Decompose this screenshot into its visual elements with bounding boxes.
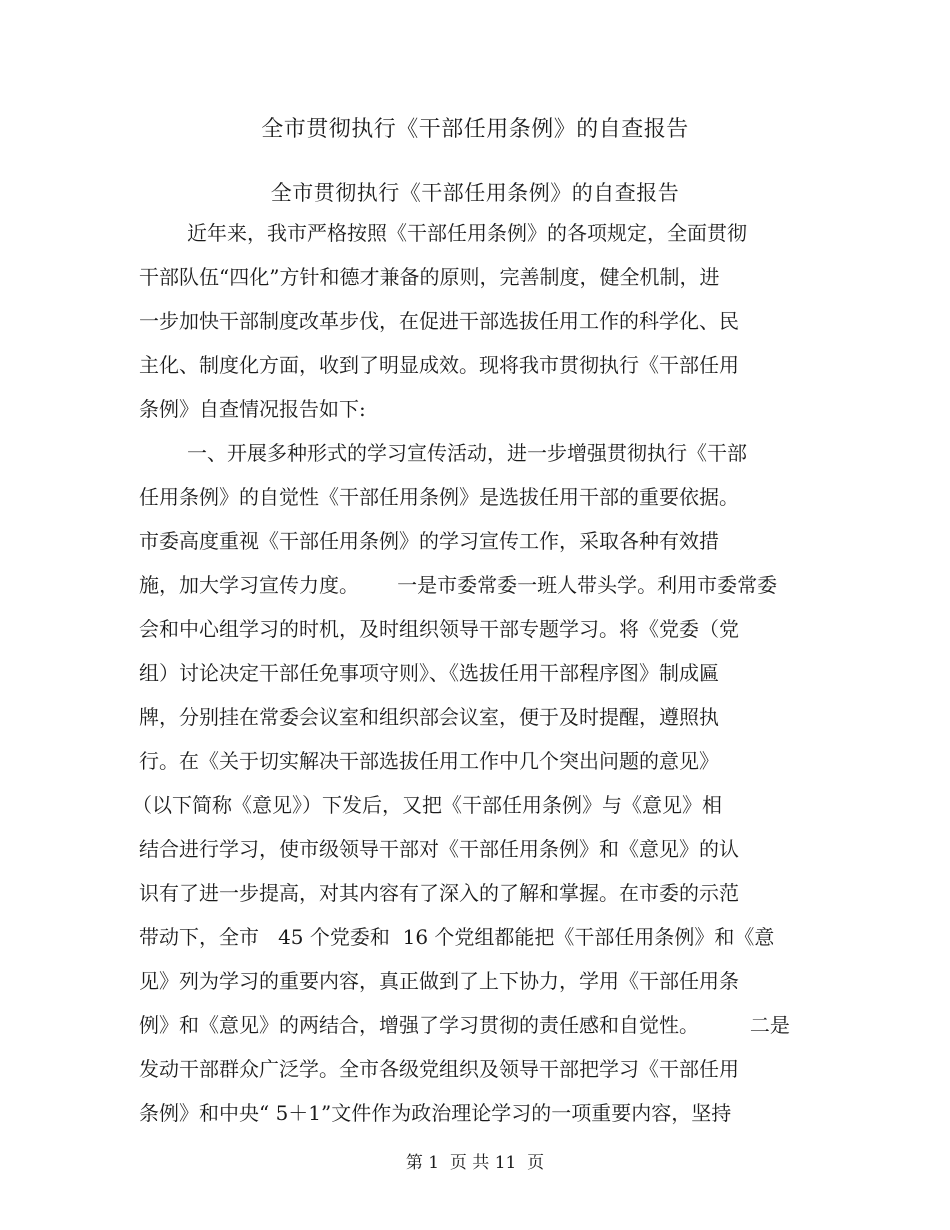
body-line: 干部队伍“四化”方针和德才兼备的原则，完善制度，健全机制，进 — [139, 265, 720, 289]
body-line: 近年来，我市严格按照《干部任用条例》的各项规定，全面贯彻 — [187, 221, 747, 245]
body-line: 施，加大学习宣传力度。 一是市委常委一班人带头学。利用市委常委 — [139, 573, 778, 597]
body-line: 主化、制度化方面，收到了明显成效。现将我市贯彻执行《干部任用 — [139, 353, 739, 377]
body-line: 条例》自查情况报告如下: — [139, 397, 366, 421]
body-line: 条例》和中央“ 5＋1”文件作为政治理论学习的一项重要内容，坚持 — [139, 1101, 732, 1125]
body-line: 会和中心组学习的时机，及时组织领导干部专题学习。将《党委（党 — [139, 617, 739, 641]
body-line: 发动干部群众广泛学。全市各级党组织及领导干部把学习《干部任用 — [139, 1057, 739, 1081]
body-line: 识有了进一步提高，对其内容有了深入的了解和掌握。在市委的示范 — [139, 881, 739, 905]
body-line: （以下简称《意见》）下发后，又把《干部任用条例》与《意见》相 — [132, 793, 722, 817]
body-line: 任用条例》的自觉性《干部任用条例》是选拔任用干部的重要依据。 — [139, 485, 739, 509]
body-line: 带动下，全市 45 个党委和 16 个党组都能把《干部任用条例》和《意 — [139, 925, 775, 949]
body-line: 例》和《意见》的两结合，增强了学习贯彻的责任感和自觉性。 二是 — [139, 1013, 790, 1037]
body-line: 市委高度重视《干部任用条例》的学习宣传工作，采取各种有效措 — [139, 529, 719, 553]
body-line: 行。在《关于切实解决干部选拔任用工作中几个突出问题的意见》 — [139, 749, 719, 773]
body-line: 见》列为学习的重要内容，真正做到了上下协力，学用《干部任用条 — [139, 969, 739, 993]
body-line: 一步加快干部制度改革步伐，在促进干部选拔任用工作的科学化、民 — [139, 309, 739, 333]
body-line: 一、开展多种形式的学习宣传活动，进一步增强贯彻执行《干部 — [187, 441, 747, 465]
document-title: 全市贯彻执行《干部任用条例》的自查报告 — [261, 117, 689, 142]
body-line: 牌，分别挂在常委会议室和组织部会议室，便于及时提醒，遵照执 — [139, 705, 719, 729]
body-line: 组）讨论决定干部任免事项守则》、《选拔任用干部程序图》制成匾 — [139, 661, 719, 685]
body-line: 结合进行学习，使市级领导干部对《干部任用条例》和《意见》的认 — [139, 837, 739, 861]
page-number-footer: 第 1 页 共 11 页 — [405, 1153, 545, 1173]
document-subtitle: 全市贯彻执行《干部任用条例》的自查报告 — [270, 181, 680, 205]
